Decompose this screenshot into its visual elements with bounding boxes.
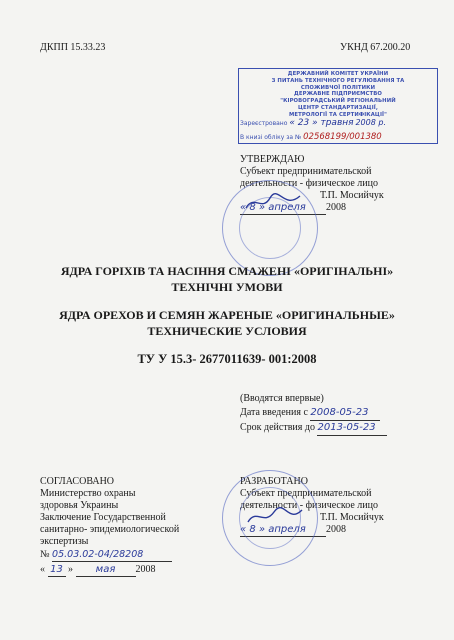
approval-line2: деятельности - физическое лицо (240, 178, 378, 189)
developed-line1: Субъект предпринимательской (240, 488, 372, 499)
term-date-label: Срок действия до (240, 422, 315, 433)
agreed-title: СОГЛАСОВАНО (40, 476, 115, 487)
developed-line2: деятельности - физическое лицо (240, 500, 378, 511)
approval-signature (244, 190, 304, 214)
agreed-date-row (40, 564, 179, 577)
approval-year: 2008 (326, 202, 346, 213)
stamp-line: ЦЕНТР СТАНДАРТИЗАЦІЇ, (298, 104, 378, 111)
agreed-number-hand: 05.03.02-04/28208 (52, 549, 172, 562)
developed-date-hand: « 8 » апреля (240, 524, 326, 537)
developed-title: РАЗРАБОТАНО (240, 476, 308, 487)
stamp-register-row (240, 132, 440, 142)
developed-name: Т.П. Мосийчук (320, 512, 384, 523)
agreed-number-row (40, 549, 179, 562)
stamp-line: З ПИТАНЬ ТЕХНІЧНОГО РЕГУЛЮВАННЯ ТА (271, 77, 405, 84)
agreed-line5: экспертизы (40, 536, 89, 547)
title-ua-line1: ЯДРА ГОРІХІВ ТА НАСІННЯ СМАЖЕНІ «ОРИГІНАЛЬНІ» (60, 264, 394, 278)
uknd-code: УКНД 67.200.20 (340, 42, 411, 53)
agreed-line3: Заключение Государственной (40, 512, 166, 523)
stamp-register-number: 02568199/001380 (303, 132, 382, 142)
stamp-registered-label: Зареєстровано (240, 120, 288, 127)
agreed-line2: здоровья Украины (40, 500, 119, 511)
approval-title: УТВЕРЖДАЮ (240, 154, 305, 165)
term-date-value: 2013-05-23 (317, 421, 387, 436)
term-date-row (240, 421, 387, 436)
agreed-date-close: » (68, 564, 73, 575)
stamp-line: ДЕРЖАВНЕ ПІДПРИЄМСТВО (294, 91, 382, 98)
approval-line1: Субъект предпринимательской (240, 166, 372, 177)
agreed-block (40, 476, 179, 577)
agreed-date-open: « (40, 564, 45, 575)
validity-block (240, 392, 387, 436)
stamp-register-label: В книзі обліку за № (240, 134, 302, 141)
stamp-registered-date: « 23 » травня (289, 118, 354, 128)
dkpp-code: ДКПП 15.33.23 (40, 42, 106, 53)
stamp-line: ДЕРЖАВНИЙ КОМІТЕТ УКРАЇНИ (287, 71, 389, 77)
stamp-line: "КІРОВОГРАДСЬКИЙ РЕГІОНАЛЬНИЙ (280, 98, 396, 105)
title-ua-line2: ТЕХНІЧНІ УМОВИ (171, 280, 283, 294)
intro-date-value: 2008-05-23 (310, 406, 380, 421)
first-time-note: (Вводятся впервые) (240, 393, 324, 404)
intro-date-label: Дата введения с (240, 407, 308, 418)
title-ru-line2: ТЕХНИЧЕСКИЕ УСЛОВИЯ (147, 324, 307, 338)
tu-code: ТУ У 15.3- 2677011639- 001:2008 (137, 352, 317, 366)
approval-date-hand: « 8 » апреля (240, 202, 326, 215)
stamp-line: МЕТРОЛОГІЇ ТА СЕРТИФІКАЦІЇ" (289, 111, 387, 118)
agreed-number-prefix: № (40, 549, 50, 560)
approval-name: Т.П. Мосийчук (320, 190, 384, 201)
intro-date-row (240, 406, 387, 421)
title-ru-line1: ЯДРА ОРЕХОВ И СЕМЯН ЖАРЕНЫЕ «ОРИГИНАЛЬНЫЕ» (59, 308, 395, 322)
stamp-registered-year: 2008 р. (355, 118, 386, 127)
agreed-month-hand: мая (76, 564, 136, 577)
agreed-day-hand: 13 (48, 564, 66, 577)
stamp-registered-row (240, 118, 440, 128)
agreed-year: 2008 (135, 564, 156, 575)
stamp-line: СПОЖИВЧОЇ ПОЛІТИКИ (300, 84, 376, 91)
developed-signature (246, 506, 306, 528)
agreed-line1: Министерство охраны (40, 488, 136, 499)
developed-year: 2008 (326, 524, 346, 535)
agreed-line4: санитарно- эпидемиологической (40, 524, 180, 535)
